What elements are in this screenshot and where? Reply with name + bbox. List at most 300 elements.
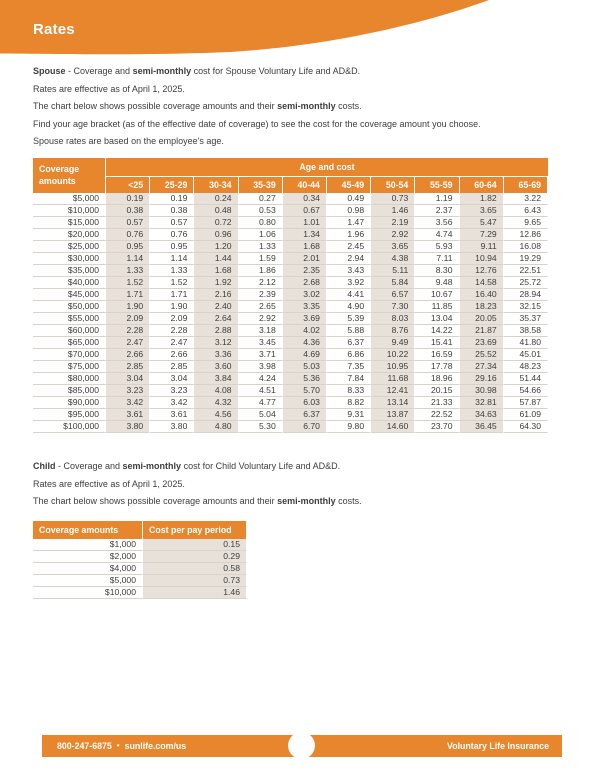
- cost-cell: 0.73: [143, 575, 247, 587]
- rate-cell: 10.95: [371, 361, 415, 373]
- rate-cell: 2.35: [283, 265, 327, 277]
- child-rate-row: [33, 539, 247, 551]
- rate-cell: 4.77: [239, 397, 283, 409]
- child-table-head: [33, 521, 247, 539]
- spouse-rate-row: [33, 409, 548, 421]
- age-column-header: 65-69: [504, 177, 548, 193]
- coverage-amount-cell: $10,000: [33, 587, 143, 599]
- child-rates-table: [33, 521, 247, 599]
- page-header-banner: [0, 0, 600, 56]
- spouse-intro-text: [33, 63, 578, 151]
- age-column-header: 60-64: [460, 177, 504, 193]
- age-column-header: 35-39: [239, 177, 283, 193]
- rate-cell: 11.85: [415, 301, 459, 313]
- footer-bar: [42, 735, 562, 757]
- rate-cell: 10.67: [415, 289, 459, 301]
- rate-cell: 5.11: [371, 265, 415, 277]
- rate-cell: 25.72: [504, 277, 548, 289]
- spouse-rate-row: [33, 397, 548, 409]
- rate-cell: 2.16: [194, 289, 238, 301]
- spouse-rate-row: [33, 313, 548, 325]
- rate-cell: 4.56: [194, 409, 238, 421]
- rate-cell: 57.87: [504, 397, 548, 409]
- rate-cell: 2.88: [194, 325, 238, 337]
- rate-cell: 1.33: [239, 241, 283, 253]
- age-columns-header-row: [33, 177, 548, 193]
- rate-cell: 41.80: [504, 337, 548, 349]
- rate-cell: 3.23: [150, 385, 194, 397]
- rate-cell: 0.24: [194, 193, 238, 205]
- rate-cell: 0.76: [150, 229, 194, 241]
- coverage-amount-cell: $100,000: [33, 421, 106, 433]
- rate-cell: 5.36: [283, 373, 327, 385]
- rate-cell: 17.78: [415, 361, 459, 373]
- spouse-rate-row: [33, 229, 548, 241]
- rate-cell: 61.09: [504, 409, 548, 421]
- rate-cell: 20.05: [460, 313, 504, 325]
- paragraph-line: [33, 98, 578, 116]
- child-rate-row: [33, 575, 247, 587]
- rate-cell: 2.85: [106, 361, 150, 373]
- text: - Coverage and: [55, 461, 123, 471]
- rate-cell: 8.76: [371, 325, 415, 337]
- bold-text: semi-monthly: [122, 461, 182, 471]
- rate-cell: 3.04: [150, 373, 194, 385]
- spouse-rate-row: [33, 217, 548, 229]
- rate-cell: 36.45: [460, 421, 504, 433]
- coverage-amount-cell: $85,000: [33, 385, 106, 397]
- spouse-rate-row: [33, 277, 548, 289]
- rate-cell: 1.86: [239, 265, 283, 277]
- cost-cell: 0.58: [143, 563, 247, 575]
- rate-cell: 8.03: [371, 313, 415, 325]
- rate-cell: 2.01: [283, 253, 327, 265]
- rate-cell: 29.16: [460, 373, 504, 385]
- rate-cell: 48.23: [504, 361, 548, 373]
- coverage-amount-cell: $5,000: [33, 575, 143, 587]
- rate-cell: 1.96: [327, 229, 371, 241]
- rate-cell: 28.94: [504, 289, 548, 301]
- coverage-amount-cell: $60,000: [33, 325, 106, 337]
- rate-cell: 0.38: [150, 205, 194, 217]
- rate-cell: 3.60: [194, 361, 238, 373]
- rate-cell: 3.36: [194, 349, 238, 361]
- coverage-amount-cell: $70,000: [33, 349, 106, 361]
- rate-cell: 5.47: [460, 217, 504, 229]
- coverage-amount-cell: $5,000: [33, 193, 106, 205]
- spouse-rate-row: [33, 373, 548, 385]
- rate-cell: 0.53: [239, 205, 283, 217]
- rate-cell: 1.92: [194, 277, 238, 289]
- rate-cell: 2.47: [150, 337, 194, 349]
- rate-cell: 3.80: [150, 421, 194, 433]
- text: Spouse rates are based on the employee's age.: [33, 136, 224, 147]
- rate-cell: 1.71: [106, 289, 150, 301]
- coverage-amount-cell: $50,000: [33, 301, 106, 313]
- rate-cell: 14.60: [371, 421, 415, 433]
- rate-cell: 7.30: [371, 301, 415, 313]
- rate-cell: 23.70: [415, 421, 459, 433]
- age-column-header: 45-49: [327, 177, 371, 193]
- rate-cell: 20.15: [415, 385, 459, 397]
- rate-cell: 7.11: [415, 253, 459, 265]
- child-table-body: [33, 539, 247, 599]
- rate-cell: 3.61: [150, 409, 194, 421]
- rate-cell: 1.33: [106, 265, 150, 277]
- text: Rates are effective as of April 1, 2025.: [33, 478, 185, 489]
- age-column-header: 30-34: [194, 177, 238, 193]
- rate-cell: 0.34: [283, 193, 327, 205]
- spouse-rate-row: [33, 325, 548, 337]
- rate-cell: 14.22: [415, 325, 459, 337]
- rate-cell: 0.72: [194, 217, 238, 229]
- spouse-rate-row: [33, 253, 548, 265]
- rate-cell: 3.84: [194, 373, 238, 385]
- rate-cell: 6.43: [504, 205, 548, 217]
- spouse-rate-row: [33, 361, 548, 373]
- cost-cell: 0.15: [143, 539, 247, 551]
- rate-cell: 1.44: [194, 253, 238, 265]
- footer-phone: 800-247-6875: [57, 741, 112, 751]
- rate-cell: 0.95: [150, 241, 194, 253]
- rate-cell: 3.71: [239, 349, 283, 361]
- rate-cell: 30.98: [460, 385, 504, 397]
- paragraph-line: [33, 81, 578, 99]
- rate-cell: 5.03: [283, 361, 327, 373]
- rate-cell: 0.49: [327, 193, 371, 205]
- rate-cell: 1.68: [283, 241, 327, 253]
- child-intro-text: [33, 458, 578, 511]
- coverage-amount-cell: $90,000: [33, 397, 106, 409]
- rate-cell: 4.24: [239, 373, 283, 385]
- rate-cell: 2.45: [327, 241, 371, 253]
- rate-cell: 11.68: [371, 373, 415, 385]
- rate-cell: 7.84: [327, 373, 371, 385]
- rate-cell: 0.38: [106, 205, 150, 217]
- rate-cell: 32.15: [504, 301, 548, 313]
- rate-cell: 2.66: [150, 349, 194, 361]
- bold-text: semi-monthly: [132, 66, 192, 76]
- rate-cell: 2.09: [106, 313, 150, 325]
- rate-cell: 9.48: [415, 277, 459, 289]
- rate-cell: 3.69: [283, 313, 327, 325]
- coverage-amount-cell: $80,000: [33, 373, 106, 385]
- rate-cell: 12.41: [371, 385, 415, 397]
- footer-website: sunlife.com/us: [124, 741, 187, 751]
- rate-cell: 15.41: [415, 337, 459, 349]
- rate-cell: 3.80: [106, 421, 150, 433]
- coverage-amount-cell: $2,000: [33, 551, 143, 563]
- rate-cell: 22.52: [415, 409, 459, 421]
- rate-cell: 1.33: [150, 265, 194, 277]
- age-column-header: 40-44: [283, 177, 327, 193]
- rate-cell: 18.96: [415, 373, 459, 385]
- child-rate-row: [33, 587, 247, 599]
- rate-cell: 4.90: [327, 301, 371, 313]
- rate-cell: 3.43: [327, 265, 371, 277]
- footer-product-label: Voluntary Life Insurance: [446, 741, 549, 751]
- rate-cell: 1.68: [194, 265, 238, 277]
- rate-cell: 64.30: [504, 421, 548, 433]
- paragraph-line: [33, 476, 578, 494]
- rate-cell: 1.20: [194, 241, 238, 253]
- rate-cell: 3.02: [283, 289, 327, 301]
- rate-cell: 9.80: [327, 421, 371, 433]
- spouse-rates-table: [33, 158, 548, 433]
- rate-cell: 0.48: [194, 205, 238, 217]
- child-header-row: [33, 521, 247, 539]
- rate-cell: 3.98: [239, 361, 283, 373]
- rate-cell: 0.76: [106, 229, 150, 241]
- footer-contact: [42, 741, 186, 751]
- rate-cell: 5.93: [415, 241, 459, 253]
- spouse-rate-row: [33, 301, 548, 313]
- rate-cell: 3.35: [283, 301, 327, 313]
- rate-cell: 38.58: [504, 325, 548, 337]
- rate-cell: 2.68: [283, 277, 327, 289]
- rate-cell: 9.49: [371, 337, 415, 349]
- paragraph-line: [33, 63, 578, 81]
- rate-cell: 2.28: [106, 325, 150, 337]
- bold-text: Child: [33, 461, 56, 471]
- text: - Coverage and: [65, 66, 133, 76]
- rate-cell: 1.52: [106, 277, 150, 289]
- coverage-amount-cell: $65,000: [33, 337, 106, 349]
- rate-cell: 12.86: [504, 229, 548, 241]
- rate-cell: 6.57: [371, 289, 415, 301]
- rate-cell: 4.36: [283, 337, 327, 349]
- rate-cell: 2.19: [371, 217, 415, 229]
- spouse-rate-row: [33, 205, 548, 217]
- rate-cell: 1.90: [106, 301, 150, 313]
- rate-cell: 21.87: [460, 325, 504, 337]
- spouse-rate-row: [33, 193, 548, 205]
- rate-cell: 0.98: [327, 205, 371, 217]
- rate-cell: 3.12: [194, 337, 238, 349]
- rate-cell: 2.64: [194, 313, 238, 325]
- spouse-table-body: [33, 193, 548, 433]
- rate-cell: 4.74: [415, 229, 459, 241]
- rate-cell: 1.34: [283, 229, 327, 241]
- rate-cell: 2.09: [150, 313, 194, 325]
- rate-cell: 2.12: [239, 277, 283, 289]
- age-column-header: 55-59: [415, 177, 459, 193]
- rate-cell: 9.31: [327, 409, 371, 421]
- rate-cell: 1.52: [150, 277, 194, 289]
- rate-cell: 2.92: [239, 313, 283, 325]
- rate-cell: 6.03: [283, 397, 327, 409]
- rate-cell: 21.33: [415, 397, 459, 409]
- rate-cell: 16.59: [415, 349, 459, 361]
- text: costs.: [335, 496, 362, 507]
- rate-cell: 4.02: [283, 325, 327, 337]
- coverage-amount-cell: $10,000: [33, 205, 106, 217]
- footer-notch-circle: [288, 732, 315, 759]
- rate-cell: 2.66: [106, 349, 150, 361]
- coverage-amount-cell: $25,000: [33, 241, 106, 253]
- rate-cell: 4.08: [194, 385, 238, 397]
- coverage-amount-cell: $15,000: [33, 217, 106, 229]
- spouse-rate-row: [33, 349, 548, 361]
- coverage-amount-cell: $35,000: [33, 265, 106, 277]
- paragraph-line: [33, 493, 578, 511]
- rate-cell: 2.47: [106, 337, 150, 349]
- coverage-amount-cell: $30,000: [33, 253, 106, 265]
- rate-cell: 35.37: [504, 313, 548, 325]
- child-rate-row: [33, 563, 247, 575]
- rate-cell: 0.96: [194, 229, 238, 241]
- coverage-amount-cell: $1,000: [33, 539, 143, 551]
- rate-cell: 1.59: [239, 253, 283, 265]
- rate-cell: 3.22: [504, 193, 548, 205]
- coverage-amount-cell: $75,000: [33, 361, 106, 373]
- rate-cell: 7.29: [460, 229, 504, 241]
- paragraph-line: [33, 116, 578, 134]
- rate-cell: 1.14: [106, 253, 150, 265]
- rate-cell: 2.40: [194, 301, 238, 313]
- rate-cell: 1.19: [415, 193, 459, 205]
- coverage-amount-cell: $95,000: [33, 409, 106, 421]
- coverage-amount-cell: $55,000: [33, 313, 106, 325]
- rate-cell: 5.30: [239, 421, 283, 433]
- rate-cell: 12.76: [460, 265, 504, 277]
- child-coverage-amounts-header: Coverage amounts: [33, 521, 143, 539]
- text: The chart below shows possible coverage amounts and their: [33, 101, 278, 112]
- rate-cell: 2.37: [415, 205, 459, 217]
- cost-cell: 0.29: [143, 551, 247, 563]
- rate-cell: 2.65: [239, 301, 283, 313]
- cost-cell: 1.46: [143, 587, 247, 599]
- rate-cell: 1.14: [150, 253, 194, 265]
- rate-cell: 10.94: [460, 253, 504, 265]
- rate-cell: 5.88: [327, 325, 371, 337]
- rate-cell: 6.37: [283, 409, 327, 421]
- rate-cell: 1.47: [327, 217, 371, 229]
- rate-cell: 3.45: [239, 337, 283, 349]
- rate-cell: 45.01: [504, 349, 548, 361]
- rate-cell: 6.86: [327, 349, 371, 361]
- coverage-amounts-header: Coverage amounts: [33, 158, 106, 193]
- rate-cell: 16.40: [460, 289, 504, 301]
- rate-cell: 4.69: [283, 349, 327, 361]
- rate-cell: 1.82: [460, 193, 504, 205]
- rate-cell: 0.80: [239, 217, 283, 229]
- rate-cell: 1.06: [239, 229, 283, 241]
- rate-cell: 2.28: [150, 325, 194, 337]
- rate-cell: 3.61: [106, 409, 150, 421]
- rate-cell: 3.42: [150, 397, 194, 409]
- text: Find your age bracket (as of the effective date of coverage) to see the cost for the coverage amount you choose.: [33, 118, 481, 129]
- rate-cell: 2.94: [327, 253, 371, 265]
- rate-cell: 1.90: [150, 301, 194, 313]
- rate-cell: 1.46: [371, 205, 415, 217]
- header-curve-graphic: [0, 0, 600, 56]
- rate-cell: 14.58: [460, 277, 504, 289]
- rate-cell: 51.44: [504, 373, 548, 385]
- age-column-header: 50-54: [371, 177, 415, 193]
- text: costs.: [335, 101, 362, 112]
- text: cost for Spouse Voluntary Life and AD&D.: [191, 66, 361, 76]
- rate-cell: 3.56: [415, 217, 459, 229]
- paragraph-line: [33, 458, 578, 476]
- spouse-rate-row: [33, 265, 548, 277]
- rate-cell: 8.82: [327, 397, 371, 409]
- rate-cell: 13.04: [415, 313, 459, 325]
- rate-cell: 23.69: [460, 337, 504, 349]
- rate-cell: 5.39: [327, 313, 371, 325]
- rate-cell: 4.32: [194, 397, 238, 409]
- rate-cell: 2.39: [239, 289, 283, 301]
- coverage-amount-cell: $40,000: [33, 277, 106, 289]
- rate-cell: 1.01: [283, 217, 327, 229]
- rate-cell: 32.81: [460, 397, 504, 409]
- rate-cell: 8.30: [415, 265, 459, 277]
- rate-cell: 3.92: [327, 277, 371, 289]
- rate-cell: 8.33: [327, 385, 371, 397]
- rate-cell: 18.23: [460, 301, 504, 313]
- rate-cell: 0.73: [371, 193, 415, 205]
- rate-cell: 7.35: [327, 361, 371, 373]
- group-header-row: [33, 158, 548, 177]
- rate-cell: 2.85: [150, 361, 194, 373]
- rate-cell: 9.65: [504, 217, 548, 229]
- bold-text: semi-monthly: [277, 101, 336, 112]
- spouse-rate-row: [33, 241, 548, 253]
- rate-cell: 3.04: [106, 373, 150, 385]
- rate-cell: 0.27: [239, 193, 283, 205]
- age-column-header: 25-29: [150, 177, 194, 193]
- rate-cell: 0.67: [283, 205, 327, 217]
- rate-cell: 19.29: [504, 253, 548, 265]
- rate-cell: 1.71: [150, 289, 194, 301]
- rate-cell: 5.84: [371, 277, 415, 289]
- rate-cell: 16.08: [504, 241, 548, 253]
- rate-cell: 3.23: [106, 385, 150, 397]
- child-cost-per-pay-period-header: Cost per pay period: [143, 521, 247, 539]
- spouse-rate-row: [33, 337, 548, 349]
- rate-cell: 0.57: [150, 217, 194, 229]
- coverage-amount-cell: $20,000: [33, 229, 106, 241]
- rate-cell: 27.34: [460, 361, 504, 373]
- rate-cell: 54.66: [504, 385, 548, 397]
- rate-cell: 5.04: [239, 409, 283, 421]
- rate-cell: 13.87: [371, 409, 415, 421]
- rate-cell: 4.80: [194, 421, 238, 433]
- rate-cell: 9.11: [460, 241, 504, 253]
- rate-cell: 2.92: [371, 229, 415, 241]
- rate-cell: 3.18: [239, 325, 283, 337]
- age-column-header: <25: [106, 177, 150, 193]
- rate-cell: 22.51: [504, 265, 548, 277]
- paragraph-line: [33, 133, 578, 151]
- rate-cell: 3.42: [106, 397, 150, 409]
- rate-cell: 5.70: [283, 385, 327, 397]
- rate-cell: 6.70: [283, 421, 327, 433]
- rate-cell: 13.14: [371, 397, 415, 409]
- rate-cell: 4.51: [239, 385, 283, 397]
- spouse-table-head: [33, 158, 548, 193]
- rate-cell: 6.37: [327, 337, 371, 349]
- text: cost for Child Voluntary Life and AD&D.: [181, 461, 341, 471]
- rate-cell: 10.22: [371, 349, 415, 361]
- rate-cell: 3.65: [371, 241, 415, 253]
- rate-cell: 34.63: [460, 409, 504, 421]
- coverage-amount-cell: $45,000: [33, 289, 106, 301]
- rate-cell: 0.95: [106, 241, 150, 253]
- coverage-amount-cell: $4,000: [33, 563, 143, 575]
- age-and-cost-header: Age and cost: [106, 158, 548, 177]
- rate-cell: 0.19: [106, 193, 150, 205]
